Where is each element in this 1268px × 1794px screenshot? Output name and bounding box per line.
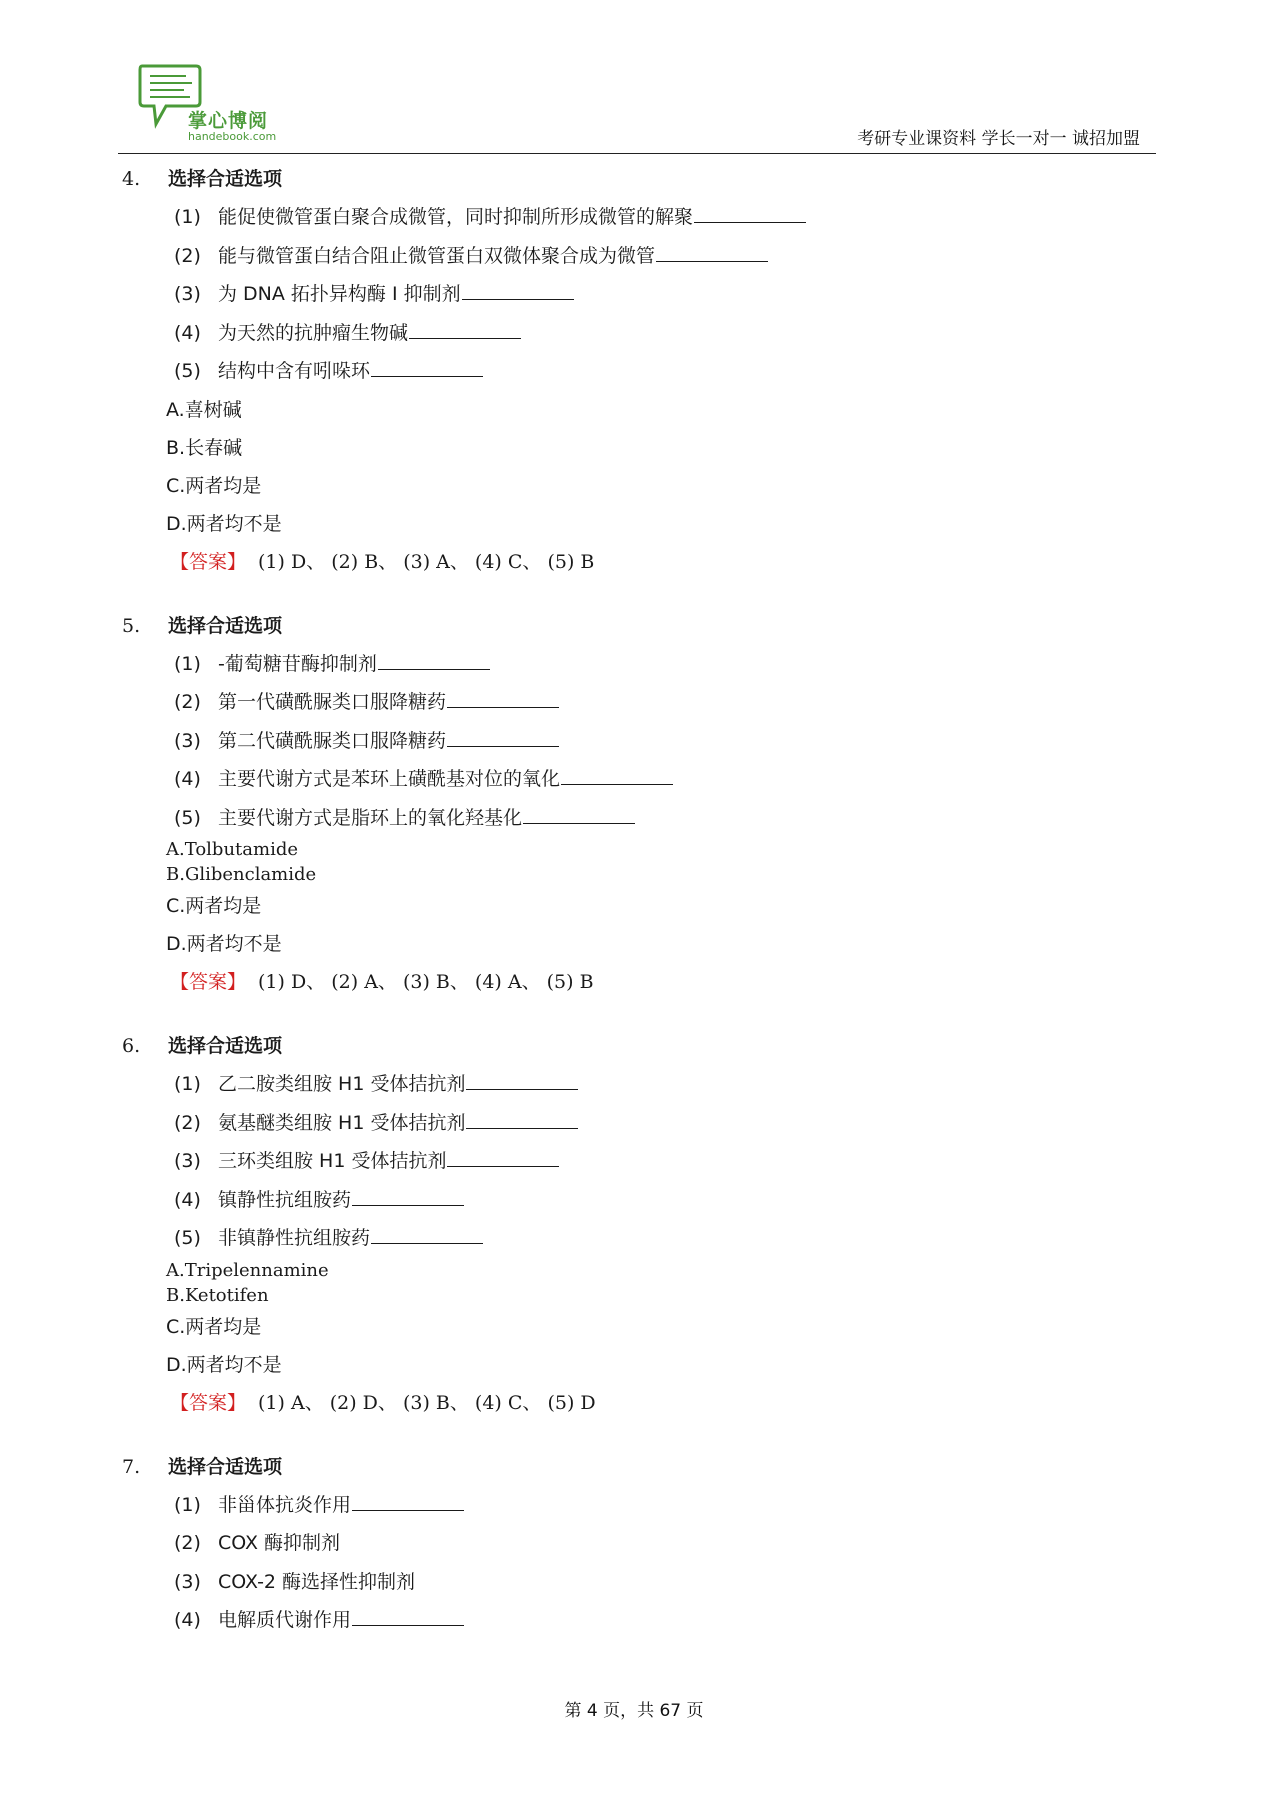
item-text: 非甾体抗炎作用	[218, 1493, 352, 1516]
item-number: (3)	[174, 1570, 201, 1593]
answer-blank	[352, 1181, 464, 1206]
option: B.Ketotifen	[166, 1284, 269, 1306]
question-title	[118, 607, 1118, 645]
sub-item	[118, 1104, 1118, 1143]
question-text: 选择合适选项	[168, 614, 283, 637]
item-text: 能与微管蛋白结合阻止微管蛋白双微体聚合成为微管	[218, 244, 656, 267]
question-number: 4.	[122, 168, 141, 190]
sub-item	[118, 722, 1118, 761]
question-title	[118, 1027, 1118, 1065]
answer-blank	[409, 314, 521, 339]
question-4	[118, 160, 1118, 581]
item-text: 主要代谢方式是脂环上的氧化羟基化	[218, 806, 523, 829]
question-number: 7.	[122, 1455, 141, 1478]
answer-blank	[466, 1065, 578, 1090]
item-number: (2)	[174, 1111, 201, 1134]
option: D.两者均不是	[166, 933, 282, 955]
answer-line	[118, 963, 1118, 1001]
question-text: 选择合适选项	[168, 168, 283, 190]
option: C.两者均是	[166, 474, 262, 497]
item-text: -葡萄糖苷酶抑制剂	[218, 652, 377, 675]
item-text: 乙二胺类组胺 H1 受体拮抗剂	[218, 1073, 466, 1095]
answer-blank	[561, 760, 673, 785]
item-number: (2)	[174, 691, 201, 713]
answer-line	[118, 543, 1118, 581]
answer-blank	[447, 683, 559, 708]
option: D.两者均不是	[166, 1353, 282, 1376]
item-number: (4)	[174, 321, 201, 344]
question-text: 选择合适选项	[168, 1035, 283, 1057]
item-text: 主要代谢方式是苯环上磺酰基对位的氧化	[218, 768, 561, 790]
sub-item	[118, 237, 1118, 276]
answer-blank	[466, 1104, 578, 1129]
sub-item	[118, 1524, 1118, 1563]
answer-text: (1) D、 (2) A、 (3) B、 (4) A、 (5) B	[258, 971, 594, 993]
page-header	[118, 58, 1156, 154]
item-number: (1)	[174, 1073, 201, 1095]
question-5	[118, 607, 1118, 1002]
page-content	[118, 160, 1118, 1640]
item-text: COX 酶抑制剂	[218, 1532, 341, 1554]
answer-blank	[371, 1219, 483, 1244]
sub-item	[118, 760, 1118, 799]
item-text: 第一代磺酰脲类口服降糖药	[218, 691, 447, 713]
answer-blank	[694, 198, 806, 223]
question-7	[118, 1448, 1118, 1640]
sub-item	[118, 198, 1118, 237]
answer-blank	[656, 237, 768, 262]
question-number: 6.	[122, 1035, 141, 1057]
answer-label: 【答案】	[170, 550, 247, 573]
answer-blank	[352, 1601, 464, 1626]
item-number: (3)	[174, 729, 201, 752]
sub-item	[118, 1065, 1118, 1104]
item-number: (5)	[174, 360, 201, 382]
answer-label: 【答案】	[170, 1391, 247, 1414]
sub-item	[118, 314, 1118, 353]
item-text: 氨基醚类组胺 H1 受体拮抗剂	[218, 1111, 466, 1134]
option: B.长春碱	[166, 436, 243, 459]
answer-label: 【答案】	[170, 971, 247, 993]
item-text: 第二代磺酰脲类口服降糖药	[218, 729, 447, 752]
sub-item	[118, 1486, 1118, 1525]
sub-item	[118, 352, 1118, 391]
answer-text: (1) A、 (2) D、 (3) B、 (4) C、 (5) D	[258, 1391, 596, 1414]
item-text: 电解质代谢作用	[218, 1609, 352, 1631]
sub-item	[118, 1142, 1118, 1181]
answer-text: (1) D、 (2) B、 (3) A、 (4) C、 (5) B	[258, 550, 595, 573]
header-divider	[118, 153, 1156, 154]
header-slogan: 考研专业课资料 学长一对一 诚招加盟	[857, 129, 1140, 149]
question-6	[118, 1027, 1118, 1422]
item-text: 为天然的抗肿瘤生物碱	[218, 321, 409, 344]
option: C.两者均是	[166, 895, 262, 917]
answer-blank	[523, 799, 635, 824]
item-number: (5)	[174, 1227, 201, 1249]
item-number: (4)	[174, 1609, 201, 1631]
answer-blank	[462, 275, 574, 300]
option: A.Tripelennamine	[166, 1259, 329, 1281]
logo-url: handebook.com	[188, 130, 277, 143]
item-number: (2)	[174, 244, 201, 267]
item-text: 镇静性抗组胺药	[218, 1188, 352, 1211]
option: A.喜树碱	[166, 398, 242, 421]
item-number: (4)	[174, 1188, 201, 1211]
item-number: (1)	[174, 206, 201, 228]
answer-blank	[447, 1142, 559, 1167]
logo-title: 掌心博阅	[188, 110, 269, 132]
answer-line	[118, 1384, 1118, 1422]
sub-item	[118, 1219, 1118, 1258]
sub-item	[118, 799, 1118, 838]
sub-item	[118, 1601, 1118, 1640]
question-number: 5.	[122, 614, 141, 637]
item-text: COX-2 酶选择性抑制剂	[218, 1570, 416, 1593]
item-number: (1)	[174, 652, 201, 675]
item-text: 结构中含有吲哚环	[218, 360, 371, 382]
answer-blank	[352, 1486, 464, 1511]
item-number: (3)	[174, 283, 201, 305]
sub-item	[118, 645, 1118, 684]
sub-item	[118, 1181, 1118, 1220]
option: D.两者均不是	[166, 512, 282, 535]
option: A.Tolbutamide	[166, 839, 299, 860]
item-text: 三环类组胺 H1 受体拮抗剂	[218, 1150, 447, 1172]
item-text: 能促使微管蛋白聚合成微管，同时抑制所形成微管的解聚	[218, 206, 694, 228]
sub-item	[118, 1563, 1118, 1602]
item-text: 为 DNA 拓扑异构酶 I 抑制剂	[218, 283, 461, 305]
question-title	[118, 1448, 1118, 1486]
item-number: (4)	[174, 768, 201, 790]
item-number: (2)	[174, 1532, 201, 1554]
item-number: (1)	[174, 1493, 201, 1516]
answer-blank	[378, 645, 490, 670]
option: B.Glibenclamide	[166, 864, 317, 885]
sub-item	[118, 683, 1118, 722]
question-text: 选择合适选项	[168, 1455, 283, 1478]
item-text: 非镇静性抗组胺药	[218, 1227, 371, 1249]
item-number: (5)	[174, 806, 201, 829]
option: C.两者均是	[166, 1315, 262, 1338]
item-number: (3)	[174, 1150, 201, 1172]
sub-item	[118, 275, 1118, 314]
page-footer: 第 4 页，共 67 页	[564, 1701, 704, 1721]
answer-blank	[371, 352, 483, 377]
answer-blank	[447, 722, 559, 747]
question-title	[118, 160, 1118, 198]
logo	[136, 62, 296, 148]
